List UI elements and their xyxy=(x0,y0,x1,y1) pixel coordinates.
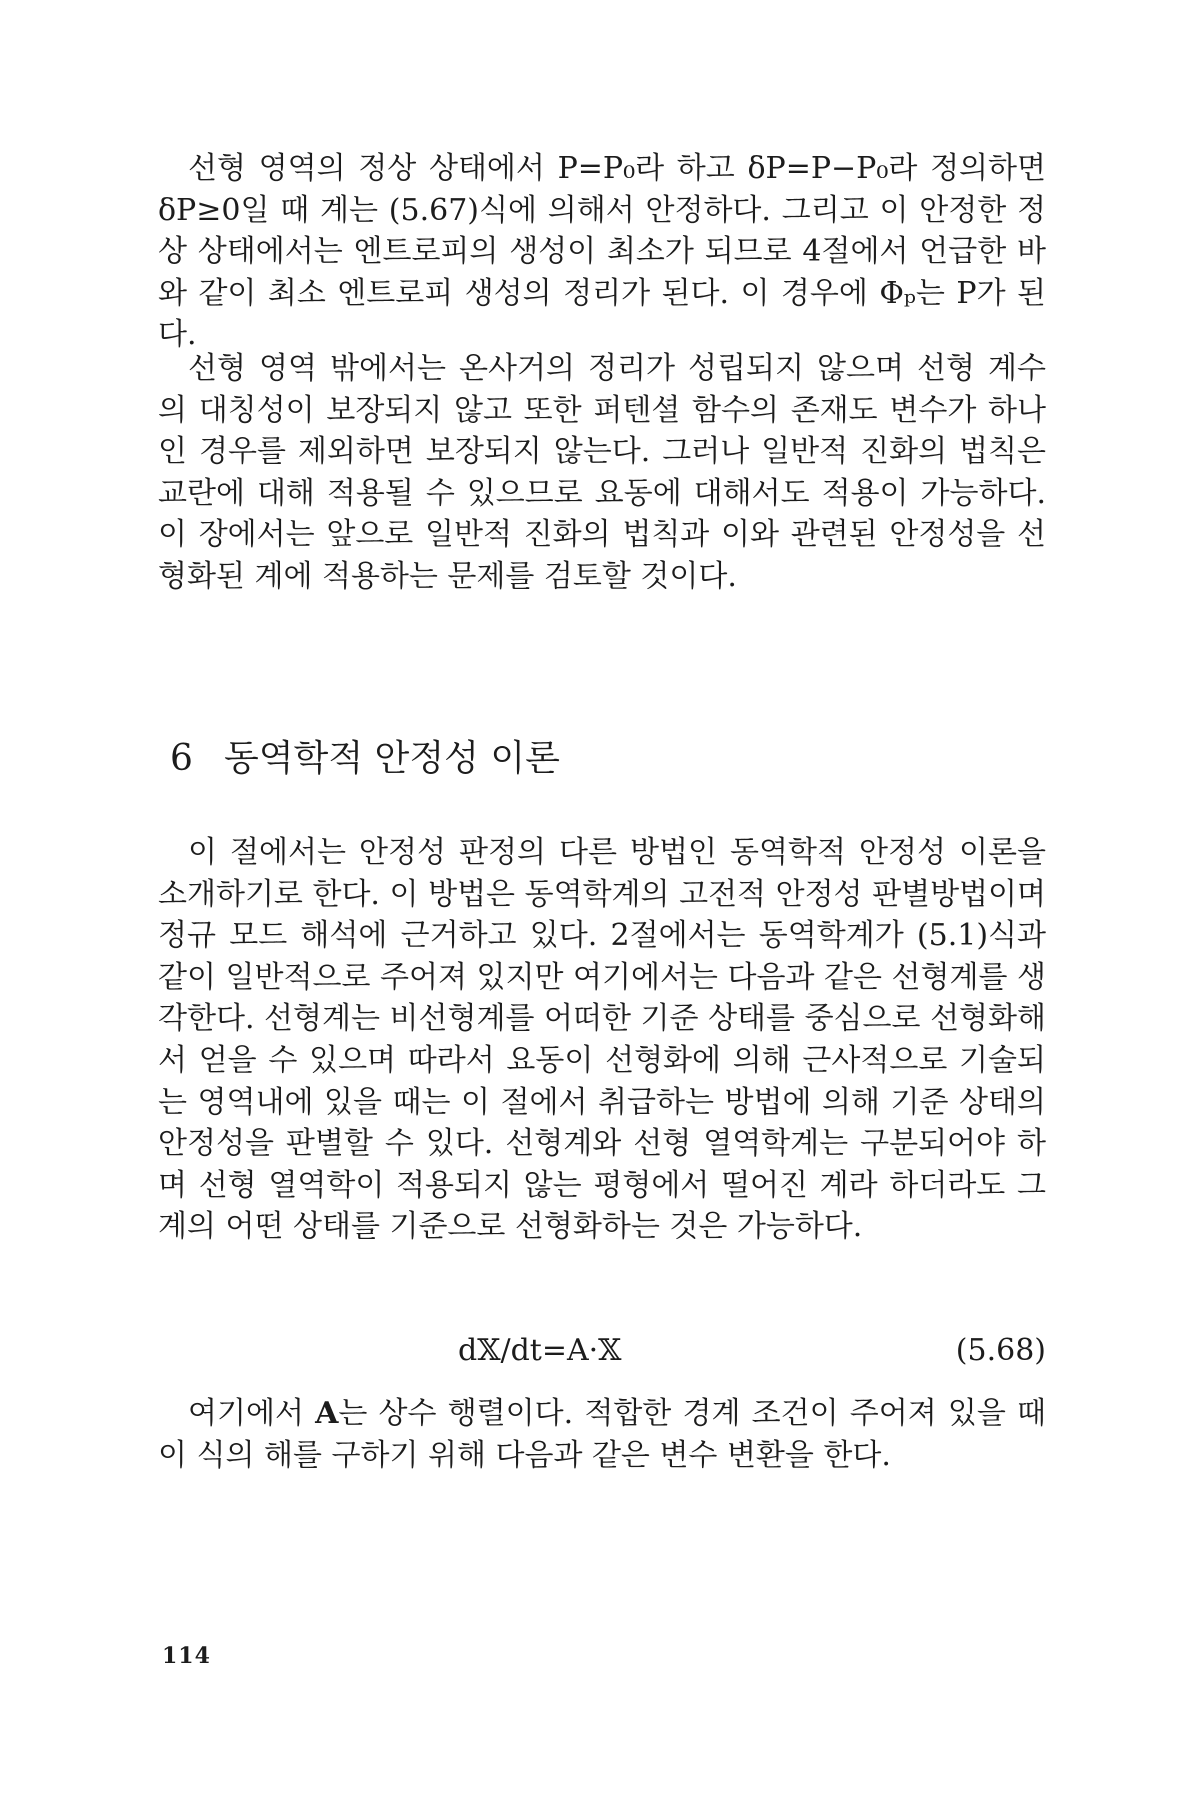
section-number: 6 xyxy=(170,738,193,779)
paragraph-text: 선형 영역의 정상 상태에서 P=P₀라 하고 δP=P−P₀라 정의하면 δP≥0일 때 계는 (5.67)식에 의해서 안정하다. 그리고 이 안정한 정상 상태에서는 엔트로피의 생성이 최소가 되므로 4절에서 언급한 바와 같이 최소 엔트로피 생성의 정리가 된다. 이 경우에 Φₚ는 P가 된다. xyxy=(158,151,1046,353)
matrix-symbol: A xyxy=(315,1396,339,1431)
section-title: 동역학적 안정성 이론 xyxy=(224,738,560,779)
page-number: 114 xyxy=(162,1643,211,1669)
paragraph-text: 선형 영역 밖에서는 온사거의 정리가 성립되지 않으며 선형 계수의 대칭성이 보장되지 않고 또한 퍼텐셜 함수의 존재도 변수가 하나인 경우를 제외하면 보장되지 않는다. 그러나 일반적 진화의 법칙은 교란에 대해 적용될 수 있으므로 요동에 대해서도 적용이 가능하다. 이 장에서는 앞으로 일반적 진화의 법칙과 이와 관련된 안정성을 선형화된 계에 적용하는 문제를 검토할 것이다. xyxy=(158,351,1046,594)
paragraph-text-post: 는 상수 행렬이다. 적합한 경계 조건이 주어져 있을 때 이 식의 해를 구하기 위해 다음과 같은 변수 변환을 한다. xyxy=(158,1396,1046,1473)
equation-number: (5.68) xyxy=(955,1333,1046,1368)
paragraph-stability-linear-region xyxy=(158,148,1046,356)
paragraph-dynamic-stability-intro xyxy=(158,832,1046,1248)
paragraph-text: 이 절에서는 안정성 판정의 다른 방법인 동역학적 안정성 이론을 소개하기로 한다. 이 방법은 동역학계의 고전적 안정성 판별방법이며 정규 모드 해석에 근거하고 있다. 2절에서는 동역학계가 (5.1)식과 같이 일반적으로 주어져 있지만 여기에서는 다음과 같은 선형계를 생각한다. 선형계는 비선형계를 어떠한 기준 상태를 중심으로 선형화해서 얻을 수 있으며 따라서 요동이 선형화에 의해 근사적으로 기술되는 영역내에 있을 때는 이 절에서 취급하는 방법에 의해 기준 상태의 안정성을 판별할 수 있다. 선형계와 선형 열역학계는 구분되어야 하며 선형 열역학이 적용되지 않는 평형에서 떨어진 계라 하더라도 그 계의 어떤 상태를 기준으로 선형화하는 것은 가능하다. xyxy=(158,835,1046,1245)
equation-expression: d𝕏/dt=A·𝕏 xyxy=(458,1333,622,1368)
equation-5-68 xyxy=(158,1333,1046,1377)
paragraph-beyond-linear-region xyxy=(158,348,1046,598)
paragraph-variable-transform xyxy=(158,1393,1046,1476)
section-heading xyxy=(170,730,560,781)
paragraph-text-pre: 여기에서 xyxy=(188,1396,316,1431)
